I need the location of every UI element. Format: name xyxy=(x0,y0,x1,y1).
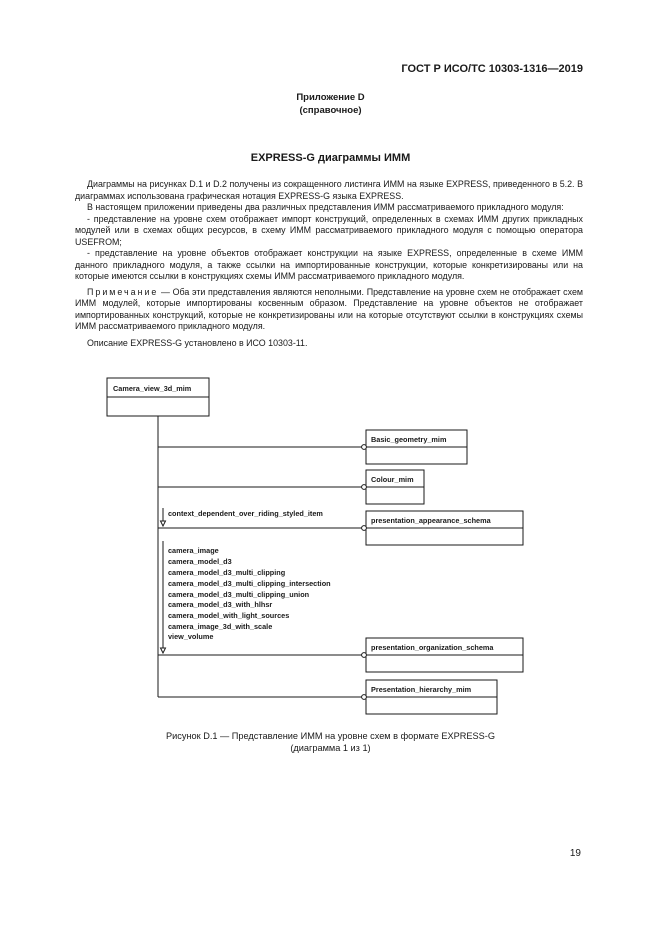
organization-ref-1: camera_model_d3 xyxy=(168,557,232,566)
note-label: Примечание xyxy=(87,286,159,297)
organization-ref-6: camera_model_with_light_sources xyxy=(168,611,290,620)
ref-arrow-organization xyxy=(161,648,166,653)
section-title: EXPRESS-G диаграммы ИММ xyxy=(250,152,411,164)
paragraph-4: - представление на уровне объектов отображает конструкции на языке EXPRESS, определенные в схеме ИММ данного прикладного модуля, а также ссылки на импортированные конструкции, которые конкретизированы или на которые имеются ссылки в конструкциях схемы ИММ рассматриваемого прикладного модуля. xyxy=(75,248,583,281)
organization-ref-7: camera_image_3d_with_scale xyxy=(168,622,273,631)
organization-ref-0: camera_image xyxy=(168,546,219,555)
schema-label-colour: Colour_mim xyxy=(371,475,414,484)
figure-caption: Рисунок D.1 — Представление ИММ на уровне схем в формате EXPRESS-G xyxy=(166,731,495,741)
paragraph-5: Описание EXPRESS-G установлено в ИСО 10303-11. xyxy=(87,337,308,348)
link-end-presentation-hierarchy xyxy=(362,695,367,700)
organization-ref-5: camera_model_d3_with_hlhsr xyxy=(168,600,273,609)
appendix-subtitle: (справочное) xyxy=(299,105,362,116)
schema-label-basic-geometry: Basic_geometry_mim xyxy=(371,435,447,444)
main-schema-label: Camera_view_3d_mim xyxy=(113,384,192,393)
note-text: — Оба эти представления являются неполными. Представление на уровне схем не отображает схем ИММ модулей, которые импортированы косвенным образом. Представление на уровне объектов не отображает импортированных конструкций, которые не конкретизированы или на которые отсутствуют ссылки в конструкциях схемы ИММ рассматриваемого прикладного модуля. xyxy=(75,286,583,331)
link-end-presentation-organization xyxy=(362,653,367,658)
appearance-ref-0: context_dependent_over_riding_styled_item xyxy=(168,509,323,518)
organization-ref-4: camera_model_d3_multi_clipping_union xyxy=(168,590,310,599)
organization-ref-2: camera_model_d3_multi_clipping xyxy=(168,568,286,577)
schema-label-presentation-hierarchy: Presentation_hierarchy_mim xyxy=(371,685,472,694)
link-end-presentation-appearance xyxy=(362,526,367,531)
paragraph-2: В настоящем приложении приведены два различных представления ИММ рассматриваемого прикладного модуля: xyxy=(87,202,564,212)
appendix-title: Приложение D xyxy=(296,92,365,103)
paragraph-1: Диаграммы на рисунках D.1 и D.2 получены из сокращенного листинга ИММ на языке EXPRESS, приведенного в 5.2. В диаграммах использована графическая нотация EXPRESS-G языка EXPRESS. xyxy=(75,179,583,201)
figure-caption-subtitle: (диаграмма 1 из 1) xyxy=(290,743,371,753)
standard-header: ГОСТ Р ИСО/ТС 10303-1316—2019 xyxy=(401,63,583,75)
page-number: 19 xyxy=(569,848,581,859)
link-end-basic-geometry xyxy=(362,445,367,450)
link-end-colour xyxy=(362,485,367,490)
ref-arrow-appearance xyxy=(161,521,166,526)
organization-ref-3: camera_model_d3_multi_clipping_intersection xyxy=(168,579,331,588)
organization-ref-8: view_volume xyxy=(168,632,214,641)
schema-label-presentation-appearance: presentation_appearance_schema xyxy=(371,516,491,525)
schema-label-presentation-organization: presentation_organization_schema xyxy=(371,643,494,652)
paragraph-3: - представление на уровне схем отображает импорт конструкций, определенных в схемах ИММ других прикладных модулей или в схемах общих ресурсов, в схему ИММ рассматриваемого прикладного модуля с помощью оператора USEFROM; xyxy=(75,213,583,247)
